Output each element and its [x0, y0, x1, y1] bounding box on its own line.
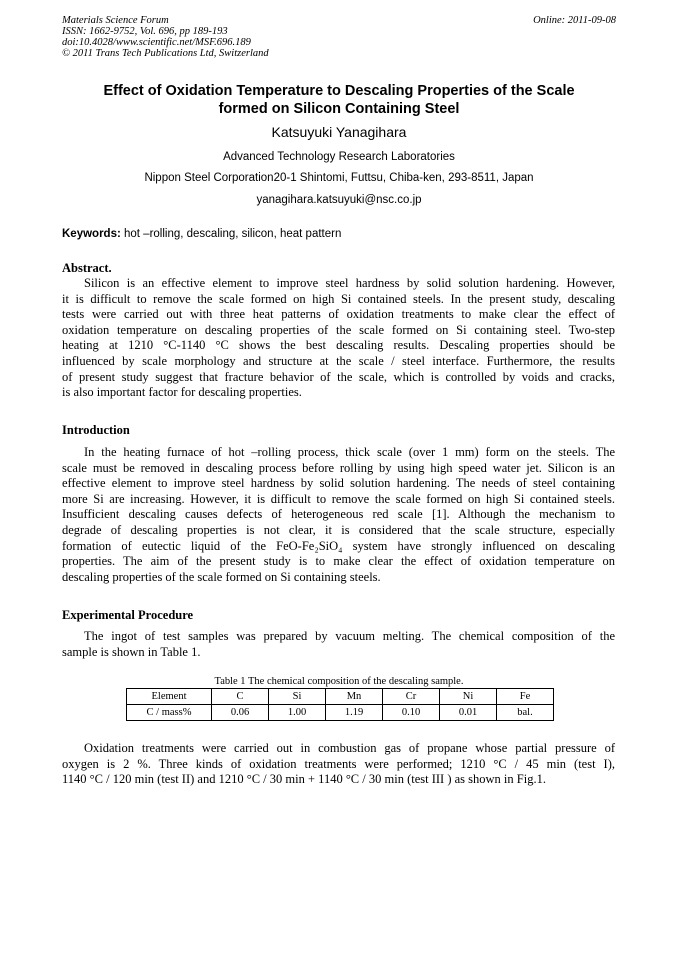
intro-line: scale must be removed in descaling process before rolling by using high speed water jet. Silicon is an: [62, 460, 615, 475]
exp-line: The ingot of test samples was prepared by vacuum melting. The chemical composition of the: [84, 629, 615, 643]
intro-line: Insufficient descaling causes defects of heterogeneous red scale [1]. Although the mechanism to: [62, 507, 615, 522]
intro-line: effective element to improve steel hardness by solid solution hardening. The needs of steel containing: [62, 476, 615, 491]
keywords-text: hot –rolling, descaling, silicon, heat pattern: [120, 228, 342, 240]
online-date: Online: 2011-09-08: [533, 15, 616, 26]
intro-line: formation of eutectic liquid of the FeO-Fe₂SiO₄ system have strongly influenced on descaling: [62, 538, 615, 553]
composition-table: [126, 688, 554, 721]
table-cell: 1.00: [269, 705, 326, 721]
abstract-line: is also important factor for descaling properties.: [62, 385, 302, 400]
table-cell: 0.01: [440, 705, 497, 721]
abstract-body: [62, 276, 615, 401]
oxidation-line: Oxidation treatments were carried out in combustion gas of propane whose partial pressure of: [84, 741, 615, 755]
abstract-line: influenced by scale morphology and structure at the scale / steel interface. Furthermore, the results: [62, 353, 615, 368]
journal-header: [62, 15, 269, 59]
table-cell: 0.10: [383, 705, 440, 721]
intro-line: more Si are increasing. However, it is difficult to remove the scale formed on high Si contained steels.: [62, 491, 615, 506]
table-cell: bal.: [497, 705, 554, 721]
introduction-heading: Introduction: [62, 423, 130, 437]
keywords-label: Keywords:: [62, 228, 121, 240]
exp-line: sample is shown in Table 1.: [62, 644, 201, 659]
doi-line: doi:10.4028/www.scientific.net/MSF.696.189: [62, 37, 251, 48]
oxidation-line: oxygen is 2 %. Three kinds of oxidation treatments were performed; 1210 °C / 45 min (test I),: [62, 756, 615, 771]
table-header-cell: Si: [269, 689, 326, 705]
intro-line: properties. The aim of the present study is to make clear the effect of oxidation temperature on: [62, 554, 615, 569]
affiliation-lab: Advanced Technology Research Laboratories: [223, 151, 455, 163]
affiliation-address: Nippon Steel Corporation20-1 Shintomi, Futtsu, Chiba-ken, 293-8511, Japan: [144, 172, 534, 184]
abstract-heading: Abstract.: [62, 261, 112, 275]
table-header-cell: Element: [127, 689, 212, 705]
paper-title: [62, 82, 616, 118]
table-header-row: [127, 689, 554, 705]
intro-line: In the heating furnace of hot –rolling process, thick scale (over 1 mm) form on the steels. The: [84, 445, 615, 459]
issn-line: ISSN: 1662-9752, Vol. 696, pp 189-193: [62, 26, 228, 37]
oxidation-line: 1140 °C / 120 min (test II) and 1210 °C / 30 min + 1140 °C / 30 min (test III ) as shown in Fig.1.: [62, 772, 546, 787]
abstract-line: tests were carried out with three heat patterns of oxidation treatments to make clear the effect of: [62, 307, 615, 322]
keywords: [62, 227, 616, 241]
table-cell: C / mass%: [127, 705, 212, 721]
table-header-cell: Ni: [440, 689, 497, 705]
copyright-line: © 2011 Trans Tech Publications Ltd, Switzerland: [62, 48, 269, 59]
introduction-body: [62, 445, 615, 585]
experimental-body: [62, 629, 615, 660]
abstract-line: oxidation temperature on descaling properties of the scale formed on Si containing steel. Two-step: [62, 322, 615, 337]
intro-line: degrade of descaling properties is not clear, it is considered that the scale structure, especially: [62, 522, 615, 537]
abstract-line: heating at 1210 °C-1140 °C shows the best descaling results. Descaling properties should be: [62, 338, 615, 353]
intro-line: descaling properties of the scale formed on Si containing steels.: [62, 569, 381, 584]
title-line-1: Effect of Oxidation Temperature to Descaling Properties of the Scale: [103, 83, 575, 99]
abstract-line: it is difficult to remove the scale formed on high Si contained steels. In the present study, descaling: [62, 291, 615, 306]
table-header-cell: Mn: [326, 689, 383, 705]
table-caption: Table 1 The chemical composition of the descaling sample.: [214, 676, 464, 687]
table-header-cell: Cr: [383, 689, 440, 705]
oxidation-body: [62, 741, 615, 788]
experimental-heading: Experimental Procedure: [62, 608, 194, 622]
abstract-line: Silicon is an effective element to improve steel hardness by solid solution hardening. However,: [84, 276, 615, 290]
table-row: [127, 705, 554, 721]
table-cell: 0.06: [212, 705, 269, 721]
journal-name: Materials Science Forum: [62, 15, 169, 26]
author-email[interactable]: yanagihara.katsuyuki@nsc.co.jp: [256, 194, 422, 206]
table-header-cell: C: [212, 689, 269, 705]
title-line-2: formed on Silicon Containing Steel: [218, 101, 460, 117]
author-name: Katsuyuki Yanagihara: [271, 124, 407, 140]
abstract-line: of present study suggest that fracture behavior of the scale, which is controlled by voids and cracks,: [62, 369, 615, 384]
table-header-cell: Fe: [497, 689, 554, 705]
table-cell: 1.19: [326, 705, 383, 721]
